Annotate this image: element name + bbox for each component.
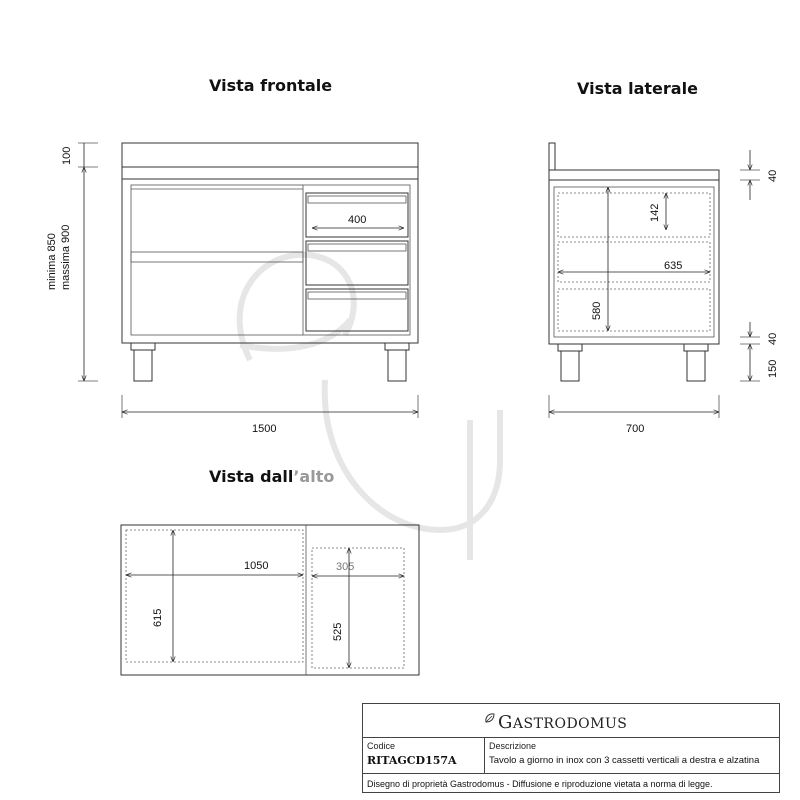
top-view-title-suffix: ’alto <box>293 467 335 486</box>
side-drawer-outline <box>558 289 710 331</box>
front-drawer-handle <box>308 196 406 203</box>
front-height-min-label: minima 850 <box>46 233 58 290</box>
side-inner-frame <box>554 187 714 337</box>
top-view <box>121 525 419 675</box>
brand-logo: GASTRODOMUS <box>498 712 628 733</box>
top-open-depth-label: 615 <box>152 608 164 627</box>
code-cell <box>363 738 485 773</box>
front-width-label: 1500 <box>252 423 277 435</box>
front-drawer <box>306 289 408 331</box>
side-leg <box>561 351 579 381</box>
side-upstand <box>549 143 555 170</box>
top-drawer-depth-label: 525 <box>332 622 344 641</box>
top-outline <box>121 525 419 675</box>
front-leg-collar <box>385 343 409 350</box>
side-drawer-outline <box>558 242 710 282</box>
side-upstand-label: 40 <box>767 169 779 182</box>
side-drawer-height-label: 142 <box>649 203 661 222</box>
side-leg <box>687 351 705 381</box>
front-upstand-label: 100 <box>61 146 73 165</box>
front-view-title: Vista frontale <box>209 76 333 95</box>
front-drawer-handle <box>308 292 406 299</box>
front-drawer-width-label: 400 <box>348 214 367 226</box>
side-inner-height-label: 580 <box>591 301 603 320</box>
side-drawer-depth-label: 635 <box>664 260 683 272</box>
title-block-logo-row <box>363 704 779 738</box>
side-view-title: Vista laterale <box>577 79 698 98</box>
front-height-max-label: massima 900 <box>60 224 72 290</box>
front-worktop <box>122 167 418 179</box>
copyright-footer: Disegno di proprietà Gastrodomus - Diffusione e riproduzione vietata a norma di legge. <box>367 779 713 789</box>
title-block <box>362 703 780 793</box>
front-drawer-handle <box>308 244 406 251</box>
code-label: Codice <box>367 741 396 751</box>
front-view <box>46 143 418 435</box>
side-leg-height-label: 150 <box>767 359 779 378</box>
front-leg <box>388 350 406 381</box>
front-upstand <box>122 143 418 167</box>
side-leg-collar <box>558 344 582 351</box>
side-leg-collar <box>684 344 708 351</box>
top-drawer-width-label: 305 <box>336 561 355 573</box>
top-open-width-label: 1050 <box>244 560 269 572</box>
side-worktop <box>549 170 719 180</box>
title-block-info-row <box>363 738 779 774</box>
description-label: Descrizione <box>489 741 537 751</box>
front-drawer <box>306 241 408 285</box>
side-frame <box>549 180 719 344</box>
side-depth-label: 700 <box>626 423 645 435</box>
side-view <box>549 143 779 435</box>
front-leg-collar <box>131 343 155 350</box>
front-leg <box>134 350 152 381</box>
top-view-title-main: Vista dall <box>209 467 294 486</box>
brand-leaf-icon <box>484 712 496 724</box>
side-bottom-gap-label: 40 <box>767 332 779 345</box>
top-open-area <box>126 530 303 662</box>
code-value: RITAGCD157A <box>367 754 457 767</box>
side-drawer-outline <box>558 193 710 237</box>
top-drawer-area <box>312 548 404 668</box>
description-value: Tavolo a giorno in inox con 3 cassetti verticali a destra e alzatina <box>489 755 760 766</box>
watermark-logo <box>240 255 500 560</box>
